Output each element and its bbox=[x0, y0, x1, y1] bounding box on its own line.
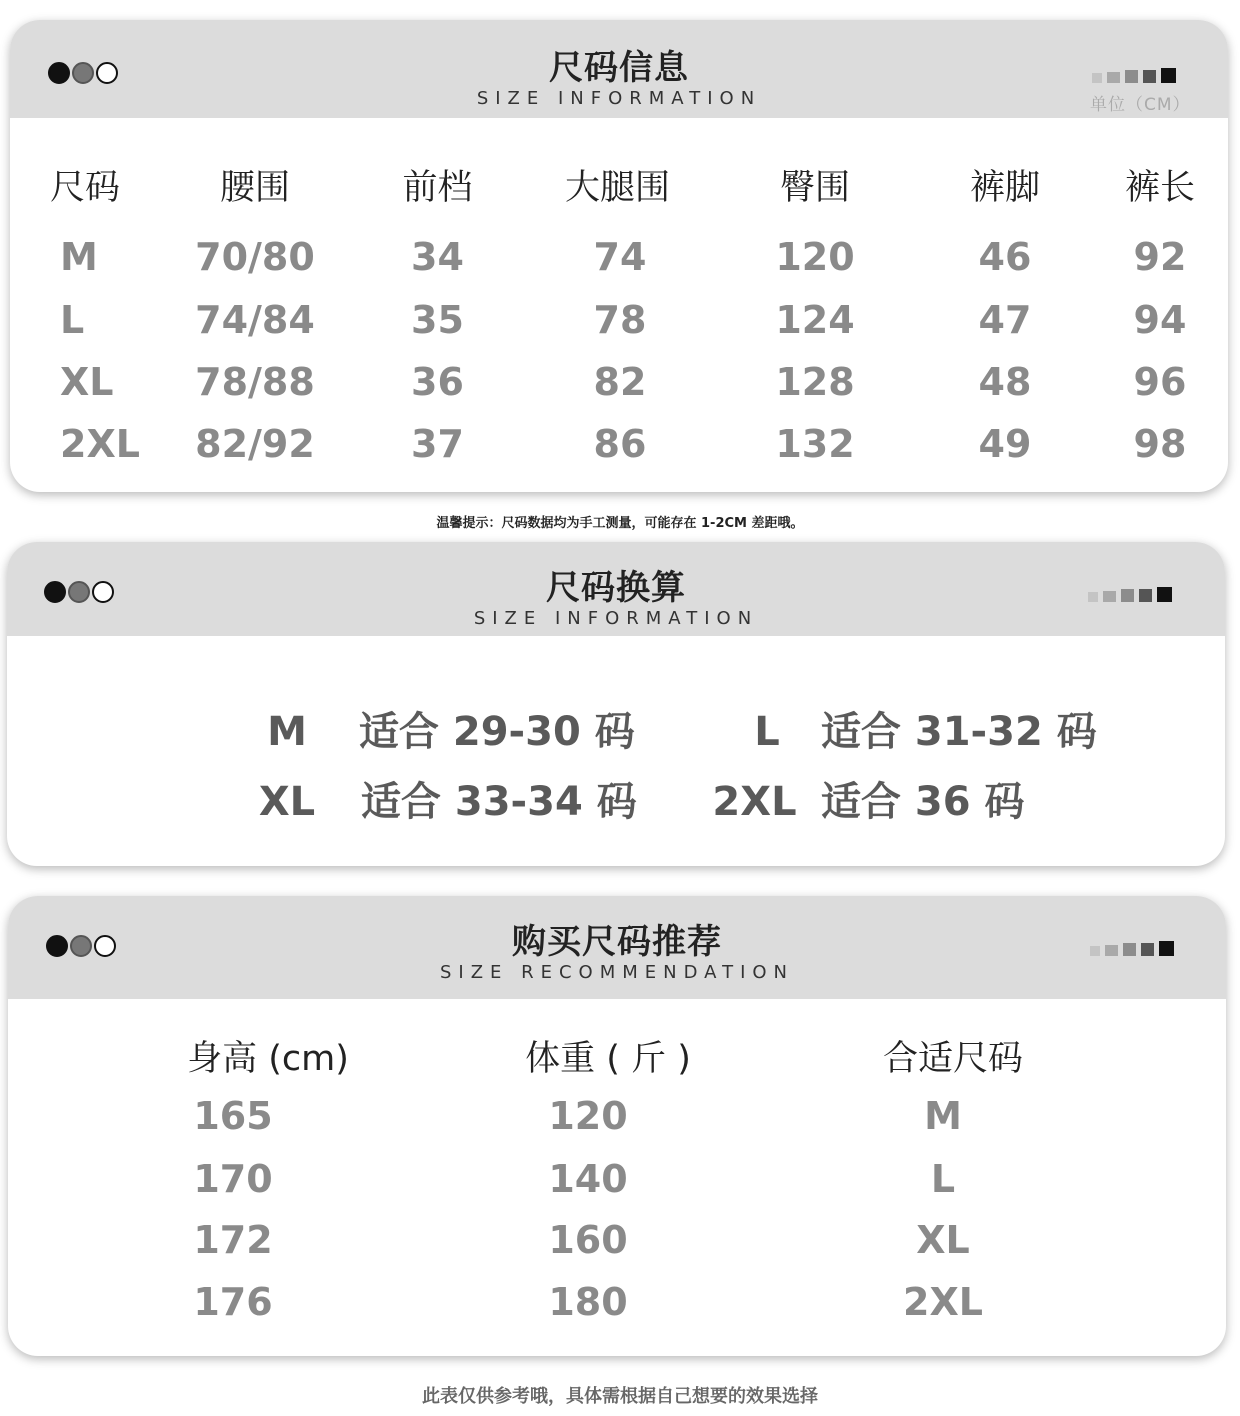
conversion-text: 适合 36 码 bbox=[820, 779, 1025, 825]
col-header-hip: 臀围 bbox=[779, 168, 850, 208]
table-cell: 92 bbox=[1133, 235, 1187, 279]
table-cell: 70/80 bbox=[195, 235, 315, 279]
table-cell: 82/92 bbox=[195, 422, 315, 466]
size-info-header bbox=[10, 20, 1228, 118]
table-cell: 78 bbox=[593, 298, 647, 342]
table-cell: XL bbox=[916, 1218, 970, 1262]
conversion-text: 适合 33-34 码 bbox=[360, 779, 637, 825]
size-conversion-header bbox=[7, 542, 1225, 636]
table-cell: L bbox=[930, 1157, 956, 1201]
table-cell: 128 bbox=[775, 360, 855, 404]
table-cell: 160 bbox=[548, 1218, 628, 1262]
table-cell: XL bbox=[60, 360, 114, 404]
footer-note: 此表仅供参考哦，具体需根据自己想要的效果选择 bbox=[422, 1386, 818, 1407]
table-cell: 74/84 bbox=[195, 298, 315, 342]
col-header-weight: 体重 ( 斤 ) bbox=[525, 1039, 691, 1079]
table-cell: 98 bbox=[1133, 422, 1187, 466]
col-header-size: 尺码 bbox=[49, 168, 120, 208]
col-header-thigh: 大腿围 bbox=[564, 168, 670, 208]
table-cell: 35 bbox=[411, 298, 464, 342]
size-info-subtitle: SIZE INFORMATION bbox=[476, 88, 762, 109]
recommendation-card bbox=[8, 896, 1226, 1356]
table-cell: 120 bbox=[548, 1094, 628, 1138]
table-cell: 2XL bbox=[903, 1280, 983, 1324]
table-cell: L bbox=[60, 298, 85, 342]
table-cell: 165 bbox=[193, 1094, 273, 1138]
col-header-fit-size: 合适尺码 bbox=[882, 1039, 1023, 1079]
recommendation-header bbox=[8, 896, 1226, 999]
unit-label: 单位（CM） bbox=[1090, 95, 1191, 115]
measurement-note: 温馨提示：尺码数据均为手工测量，可能存在 1-2CM 差距哦。 bbox=[436, 516, 804, 531]
table-cell: 74 bbox=[593, 235, 647, 279]
col-header-length: 裤长 bbox=[1124, 168, 1195, 208]
table-cell: M bbox=[924, 1094, 962, 1138]
conversion-item bbox=[257, 770, 637, 827]
table-cell: 37 bbox=[411, 422, 464, 466]
squares-icon bbox=[1085, 941, 1174, 956]
table-cell: 2XL bbox=[60, 422, 140, 466]
squares-icon bbox=[1083, 587, 1172, 602]
table-cell: 47 bbox=[978, 298, 1032, 342]
conversion-item bbox=[712, 770, 1024, 827]
conversion-item bbox=[737, 700, 1097, 757]
col-header-waist: 腰围 bbox=[219, 168, 290, 208]
table-cell: 132 bbox=[775, 422, 855, 466]
table-cell: 86 bbox=[593, 422, 647, 466]
table-cell: 49 bbox=[978, 422, 1032, 466]
size-conversion-card bbox=[7, 542, 1225, 866]
table-cell: 120 bbox=[775, 235, 855, 279]
conversion-size: M bbox=[267, 709, 307, 755]
table-cell: 176 bbox=[193, 1280, 273, 1324]
size-info-title: 尺码信息 bbox=[549, 48, 689, 88]
table-cell: 36 bbox=[411, 360, 464, 404]
table-cell: 172 bbox=[193, 1218, 273, 1262]
squares-icon bbox=[1087, 68, 1176, 83]
table-cell: 96 bbox=[1133, 360, 1187, 404]
conversion-item bbox=[257, 700, 635, 757]
size-info-card bbox=[10, 20, 1228, 492]
table-cell: 170 bbox=[193, 1157, 273, 1201]
table-cell: 124 bbox=[775, 298, 855, 342]
table-cell: 48 bbox=[978, 360, 1032, 404]
table-cell: M bbox=[60, 235, 98, 279]
conversion-size: XL bbox=[258, 779, 316, 825]
table-cell: 34 bbox=[411, 235, 464, 279]
conversion-size: 2XL bbox=[712, 779, 797, 825]
table-cell: 78/88 bbox=[195, 360, 315, 404]
recommendation-subtitle: SIZE RECOMMENDATION bbox=[439, 962, 795, 983]
conversion-text: 适合 31-32 码 bbox=[820, 709, 1097, 755]
col-header-height: 身高 (cm) bbox=[187, 1039, 349, 1079]
col-header-front-rise: 前档 bbox=[402, 168, 473, 208]
table-cell: 140 bbox=[548, 1157, 628, 1201]
col-header-leg-opening: 裤脚 bbox=[969, 168, 1040, 208]
table-cell: 46 bbox=[978, 235, 1032, 279]
conversion-size: L bbox=[754, 709, 780, 755]
table-cell: 82 bbox=[593, 360, 647, 404]
table-cell: 180 bbox=[548, 1280, 628, 1324]
conversion-text: 适合 29-30 码 bbox=[358, 709, 635, 755]
table-cell: 94 bbox=[1133, 298, 1187, 342]
size-conversion-title: 尺码换算 bbox=[546, 568, 686, 608]
size-conversion-subtitle: SIZE INFORMATION bbox=[473, 608, 759, 629]
recommendation-title: 购买尺码推荐 bbox=[512, 922, 722, 962]
